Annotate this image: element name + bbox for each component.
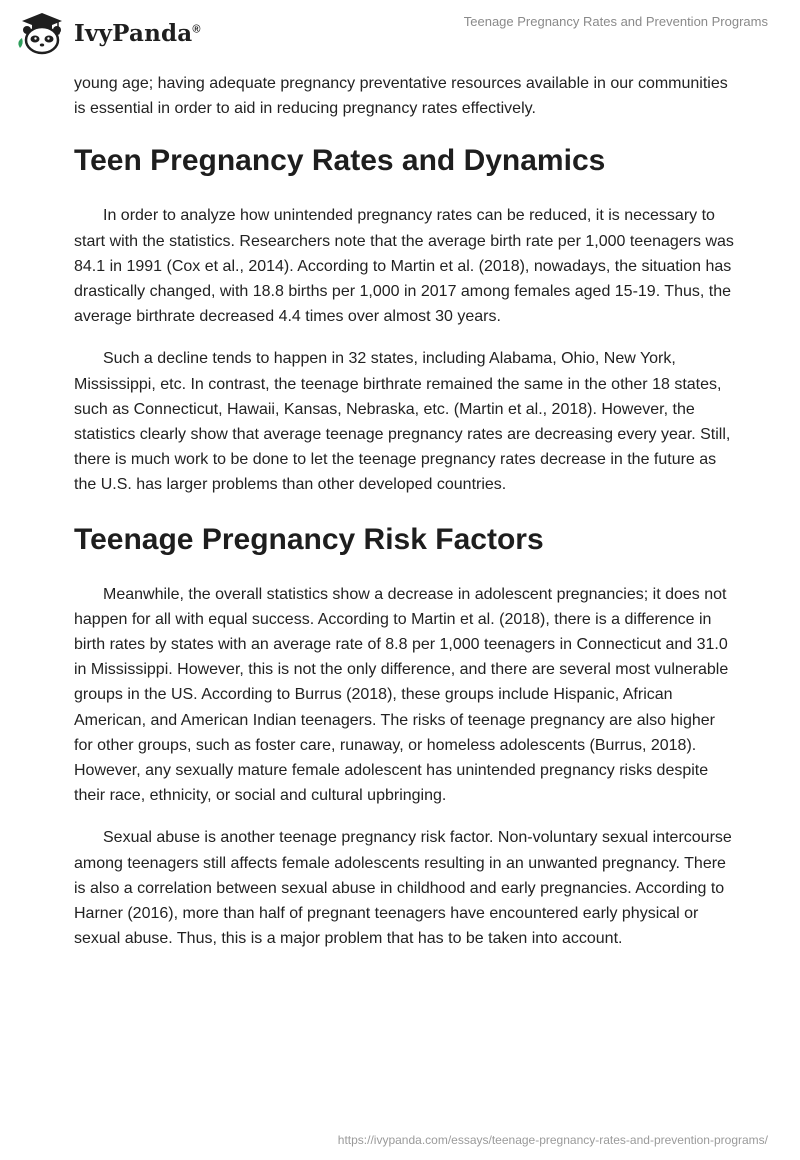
intro-continuation: young age; having adequate pregnancy preventative resources available in our communities is essential in order to aid in reducing pregnancy rates effectively.: [74, 75, 728, 118]
registered-mark: ®: [192, 22, 201, 35]
paragraph: Such a decline tends to happen in 32 states, including Alabama, Ohio, New York, Mississippi, etc. In contrast, the teenage birthrate remained the same in the other 18 states, such as Connecticut, Hawaii, Kansas, Nebraska, etc. (Martin et al., 2018). However, the statistics clearly show that average teenage pregnancy rates are decreasing every year. Still, there is much work to be done to let the teenage pregnancy rates decrease in the future as the U.S. has larger problems than other developed countries.: [74, 350, 731, 494]
paragraph: Sexual abuse is another teenage pregnancy risk factor. Non-voluntary sexual intercourse among teenagers still affects female adolescents resulting in an unwanted pregnancy. There is also a correlation between sexual abuse in childhood and early pregnancies. According to Harner (2016), more than half of pregnant teenagers have encountered early physical or sexual abuse. Thus, this is a major problem that has to be taken into account.: [74, 829, 732, 948]
page-header: [0, 0, 800, 64]
source-url[interactable]: https://ivypanda.com/essays/teenage-pregnancy-rates-and-prevention-programs/: [337, 1133, 768, 1147]
document-title: Teenage Pregnancy Rates and Prevention Programs: [463, 14, 768, 29]
section-heading-rates: Teen Pregnancy Rates and Dynamics: [74, 144, 606, 178]
section-heading-risk-factors: Teenage Pregnancy Risk Factors: [74, 522, 544, 556]
panda-graduate-icon: [14, 8, 70, 56]
brand-name: [74, 20, 201, 47]
brand-name-text: IvyPanda: [74, 19, 193, 47]
paragraph: In order to analyze how unintended pregnancy rates can be reduced, it is necessary to start with the statistics. Researchers note that the average birth rate per 1,000 teenagers was 84.1 in 1991 (Cox et al., 2014). According to Martin et al. (2018), nowadays, the situation has drastically changed, with 18.8 births per 1,000 in 2017 among females aged 15-19. Thus, the average birthrate decreased 4.4 times over almost 30 years.: [74, 207, 734, 326]
ivypanda-logo[interactable]: [14, 8, 201, 56]
article-body: [74, 71, 734, 951]
paragraph: Meanwhile, the overall statistics show a decrease in adolescent pregnancies; it does not happen for all with equal success. According to Martin et al. (2018), there is a difference in birth rates by states with an average rate of 8.8 per 1,000 teenagers in Connecticut and 31.0 in Mississippi. However, this is not the only difference, and there are several most vulnerable groups in the US. According to Burrus (2018), these groups include Hispanic, African American, and American Indian teenagers. The risks of teenage pregnancy are also higher for other groups, such as foster care, runaway, or homeless adolescents (Burrus, 2018). However, any sexually mature female adolescent has unintended pregnancy risks despite their race, ethnicity, or social and cultural upbringing.: [74, 585, 729, 805]
